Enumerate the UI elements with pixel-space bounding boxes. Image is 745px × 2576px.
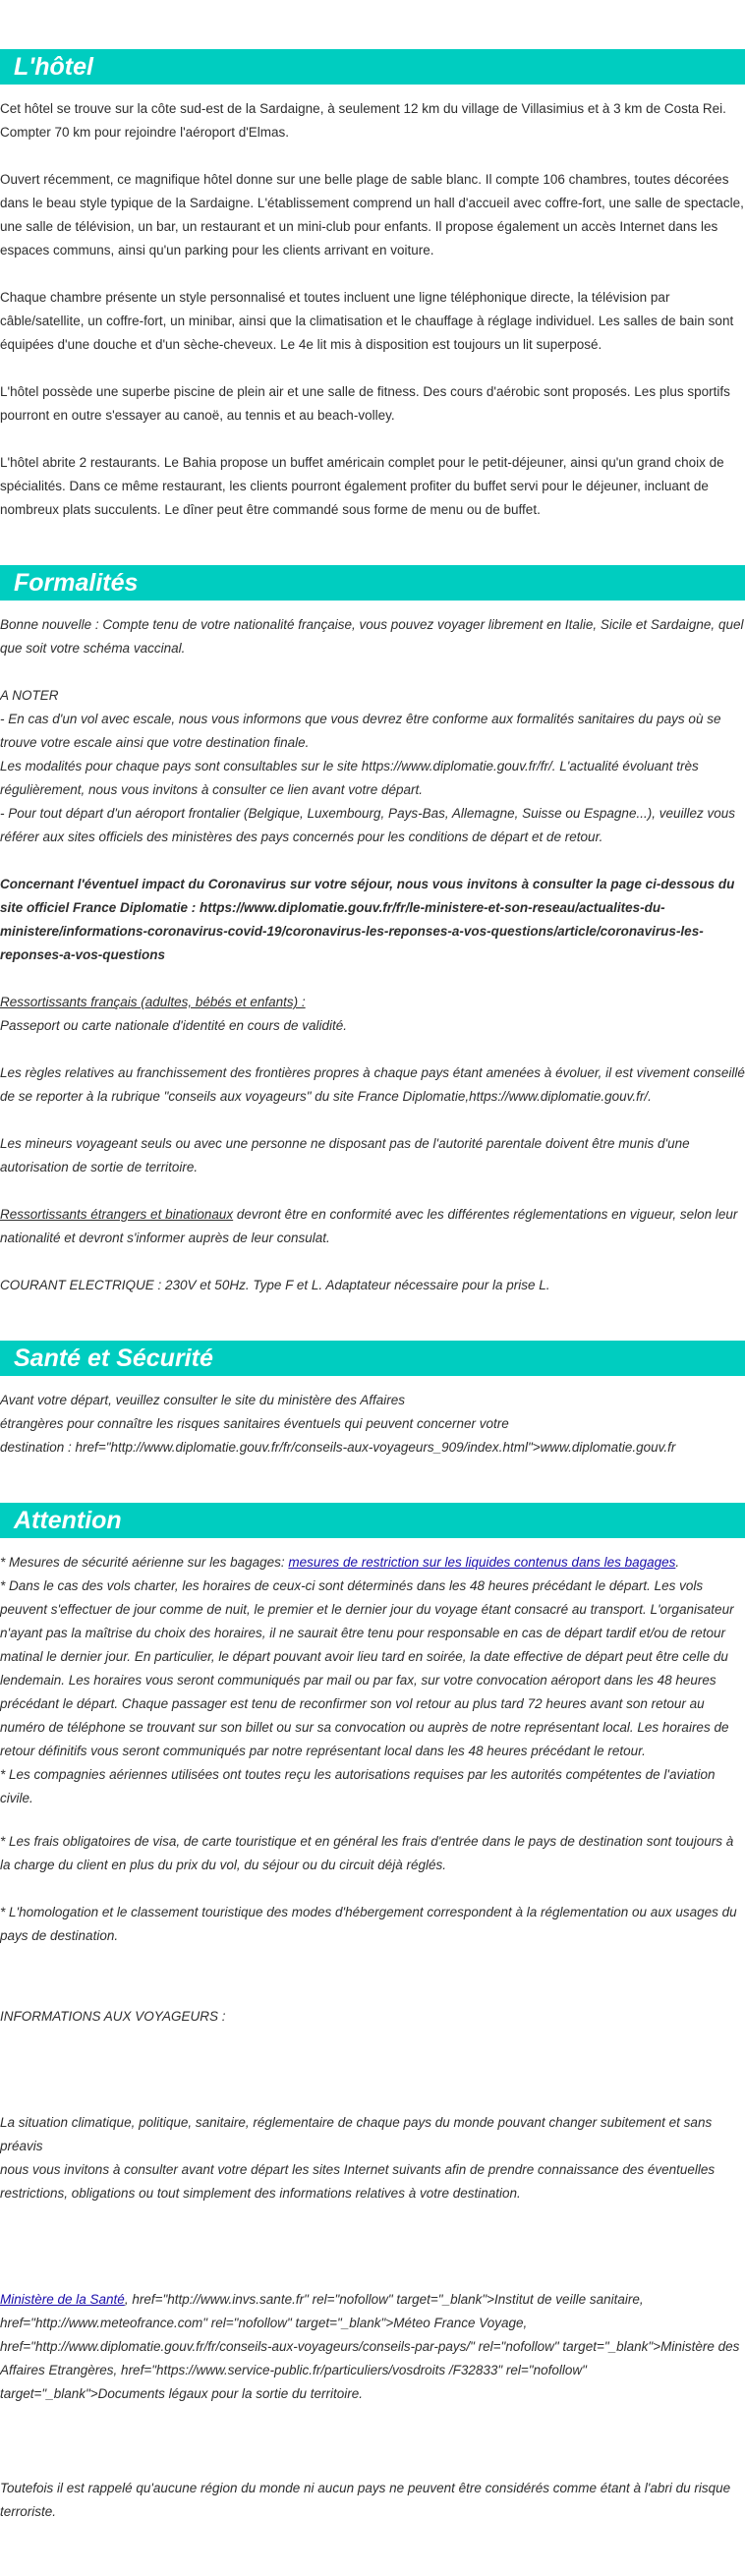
mesures-prefix: * Mesures de sécurité aérienne sur les bagages: <box>0 1555 289 1570</box>
spacer <box>0 545 745 565</box>
attention-vols-charter: * Dans le cas des vols charter, les horaires de ceux-ci sont déterminés dans les 48 heures précédant le départ. Les vols peuvent s'effectuer de jour comme de nuit, le premier et le dernier jour du voyage étant consacré au transport. L'organisateur n'ayant pas la maîtrise du choix des horaires, il ne saurait être tenu pour responsable en cas de départ tardif et/ou de retour matinal le dernier jour. En particulier, le départ pouvant avoir lieu tard en soirée, la date effective de départ peut être celle du lendemain. Les horaires vous seront communiqués par mail ou par fax, sur votre convocation aéroport dans les 48 heures précédant le départ. Chaque passager est tenu de reconfirmer son vol retour au plus tard 72 heures avant son retour au numéro de téléphone se trouvant sur son billet ou sur sa convocation ou auprès de notre représentant local. Les horaires de retour définitifs vous seront communiqués par notre représentant local dans les 48 heures précédant le retour. <box>0 1578 734 1758</box>
attention-sites <box>0 2288 745 2406</box>
section-title-attention: Attention <box>0 1503 745 1538</box>
liquides-restriction-link[interactable]: mesures de restriction sur les liquides contenus dans les bagages <box>288 1555 676 1570</box>
a-noter-title: A NOTER <box>0 688 59 703</box>
mesures-suffix: . <box>675 1555 680 1570</box>
spacer <box>0 2229 745 2288</box>
sante-line-1: Avant votre départ, veuillez consulter le site du ministère des Affaires <box>0 1393 405 1407</box>
spacer <box>0 1321 745 1341</box>
ressortissants-text: Passeport ou carte nationale d'identité en cours de validité. <box>0 1018 348 1033</box>
attention-block <box>0 1551 745 1810</box>
formalites-ressortissants <box>0 991 745 1038</box>
formalites-courant-electrique: COURANT ELECTRIQUE : 230V et 50Hz. Type F et L. Adaptateur nécessaire pour la prise L. <box>0 1278 550 1292</box>
attention-compagnies: * Les compagnies aériennes utilisées ont toutes reçu les autorisations requises par les autorités compétentes de l'aviation civile. <box>0 1767 716 1805</box>
attention-frais: * Les frais obligatoires de visa, de carte touristique et en général les frais d'entrée dans le pays de destination sont toujours à la charge du client en plus du prix du vol, du séjour ou du circuit déjà réglés. <box>0 1834 734 1872</box>
spacer <box>0 2052 745 2111</box>
section-title-formalites: Formalités <box>0 565 745 601</box>
attention-homologation: * L'homologation et le classement touristique des modes d'hébergement correspondent à la réglementation ou aux usages du pays de destination. <box>0 1905 737 1943</box>
section-hotel <box>0 49 745 522</box>
formalites-a-noter <box>0 684 745 849</box>
hotel-paragraph-activities: L'hôtel possède une superbe piscine de plein air et une salle de fitness. Des cours d'aérobic sont proposés. Les plus sportifs pourront en outre s'essayer au canoë, au tennis et au beach-volley. <box>0 384 730 423</box>
spacer <box>0 2430 745 2477</box>
formalites-regles: Les règles relatives au franchissement des frontières propres à chaque pays étant amenées à évoluer, il est vivement conseillé de se reporter à la rubrique "conseils aux voyageurs" du site France Diplomatie,https://www.diplomatie.gouv.fr/. <box>0 1065 745 1104</box>
etrangers-text: devront être en conformité avec les différentes réglementations en vigueur, selon leur nationalité et devront s'informer auprès de leur consulat. <box>0 1207 738 1245</box>
sante-line-3: destination : href="http://www.diplomatie.gouv.fr/fr/conseils-aux-voyageurs_909/index.html">www.diplomatie.gouv.fr <box>0 1440 676 1455</box>
attention-situation: La situation climatique, politique, sanitaire, réglementaire de chaque pays du monde pouvant changer subitement et sans préavis nous vous invitons à consulter avant votre départ les sites Internet suivants afin de prendre connaissance des éventuelles restrictions, obligations ou tout simplement des informations relatives à votre destination. <box>0 2115 716 2201</box>
spacer <box>0 1810 745 1830</box>
a-noter-escale: - En cas d'un vol avec escale, nous vous informons que vous devrez être conforme aux formalités sanitaires du pays où se trouve votre escale ainsi que votre destination finale. <box>0 712 721 750</box>
sante-text <box>0 1389 745 1460</box>
sites-list: , href="http://www.invs.sante.fr" rel="nofollow" target="_blank">Institut de veille sanitaire, href="http://www.meteofrance.com" rel="nofollow" target="_blank">Méteo France Voyage, href="http://www.diplomatie.gouv.fr/fr/conseils-aux-voyageurs/conseils-par-pays/" rel="nofollow" target="_blank">Ministère des Affaires Etrangères, href="https://www.service-public.fr/particuliers/vosdroits /F32833" rel="nofollow" target="_blank">Documents légaux pour la sortie du territoire. <box>0 2292 740 2401</box>
hotel-paragraph-restaurants: L'hôtel abrite 2 restaurants. Le Bahia propose un buffet américain complet pour le petit-déjeuner, ainsi qu'un grand choix de spécialités. Dans ce même restaurant, les clients pourront également profiter du buffet servi pour le déjeuner, incluant de nombreux plats succulents. Le dîner peut être commandé sous forme de menu ou de buffet. <box>0 455 724 517</box>
hotel-paragraph-description: Ouvert récemment, ce magnifique hôtel donne sur une belle plage de sable blanc. Il compte 106 chambres, toutes décorées dans le beau style typique de la Sardaigne. L'établissement comprend un hall d'accueil avec coffre-fort, une salle de spectacle, une salle de télévision, un bar, un restaurant et un mini-club pour enfants. Il propose également un accès Internet dans les espaces communs, ainsi qu'un parking pour les clients arrivant en voiture. <box>0 172 744 258</box>
section-title-hotel: L'hôtel <box>0 49 745 85</box>
attention-mesures <box>0 1551 745 1574</box>
spacer <box>0 1483 745 1503</box>
sante-line-2: étrangères pour connaître les risques sanitaires éventuels qui peuvent concerner votre <box>0 1416 509 1431</box>
hotel-paragraph-location: Cet hôtel se trouve sur la côte sud-est de la Sardaigne, à seulement 12 km du village de Villasimius et à 3 km de Costa Rei. Compter 70 km pour rejoindre l'aéroport d'Elmas. <box>0 101 726 140</box>
attention-info-title: INFORMATIONS AUX VOYAGEURS : <box>0 2009 226 2024</box>
formalites-mineurs: Les mineurs voyageant seuls ou avec une personne ne disposant pas de l'autorité parentale doivent être munis d'une autorisation de sortie de territoire. <box>0 1136 690 1174</box>
section-sante <box>0 1341 745 1460</box>
formalites-coronavirus: Concernant l'éventuel impact du Coronavirus sur votre séjour, nous vous invitons à consulter la page ci-dessous du site officiel France Diplomatie : https://www.diplomatie.gouv.fr/fr/le-ministere-et-son-reseau/actualites-du-ministere/informations-coronavirus-covid-19/coronavirus-les-reponses-a-vos-questions/article/coronavirus-les-reponses-a-vos-questions <box>0 877 735 962</box>
a-noter-modalites: Les modalités pour chaque pays sont consultables sur le site https://www.diplomatie.gouv.fr/fr/. L'actualité évoluant très régulièrement, nous vous invitons à consulter ce lien avant votre départ. <box>0 759 699 797</box>
etrangers-title: Ressortissants étrangers et binationaux <box>0 1207 234 1222</box>
hotel-paragraph-rooms: Chaque chambre présente un style personnalisé et toutes incluent une ligne téléphonique directe, la télévision par câble/satellite, un coffre-fort, un minibar, ainsi que la climatisation et le chauffage à réglage individuel. Les salles de bain sont équipées d'une douche et d'un sèche-cheveux. Le 4e lit mis à disposition est toujours un lit superposé. <box>0 290 734 352</box>
a-noter-aeroport-frontalier: - Pour tout départ d'un aéroport frontalier (Belgique, Luxembourg, Pays-Bas, Allemagne, Suisse ou Espagne...), veuillez vous référer aux sites officiels des ministères des pays concernés pour les conditions de départ et de retour. <box>0 806 735 844</box>
ressortissants-title: Ressortissants français (adultes, bébés et enfants) : <box>0 995 306 1009</box>
spacer <box>0 1972 745 2005</box>
section-title-sante: Santé et Sécurité <box>0 1341 745 1376</box>
section-attention <box>0 1503 745 2524</box>
formalites-etrangers <box>0 1203 745 1250</box>
formalites-intro: Bonne nouvelle : Compte tenu de votre nationalité française, vous pouvez voyager librement en Italie, Sicile et Sardaigne, quel que soit votre schéma vaccinal. <box>0 617 744 656</box>
attention-terrorisme: Toutefois il est rappelé qu'aucune région du monde ni aucun pays ne peuvent être considérés comme étant à l'abri du risque terroriste. <box>0 2481 731 2519</box>
section-formalites <box>0 565 745 1297</box>
ministere-sante-link[interactable]: Ministère de la Santé <box>0 2292 125 2307</box>
